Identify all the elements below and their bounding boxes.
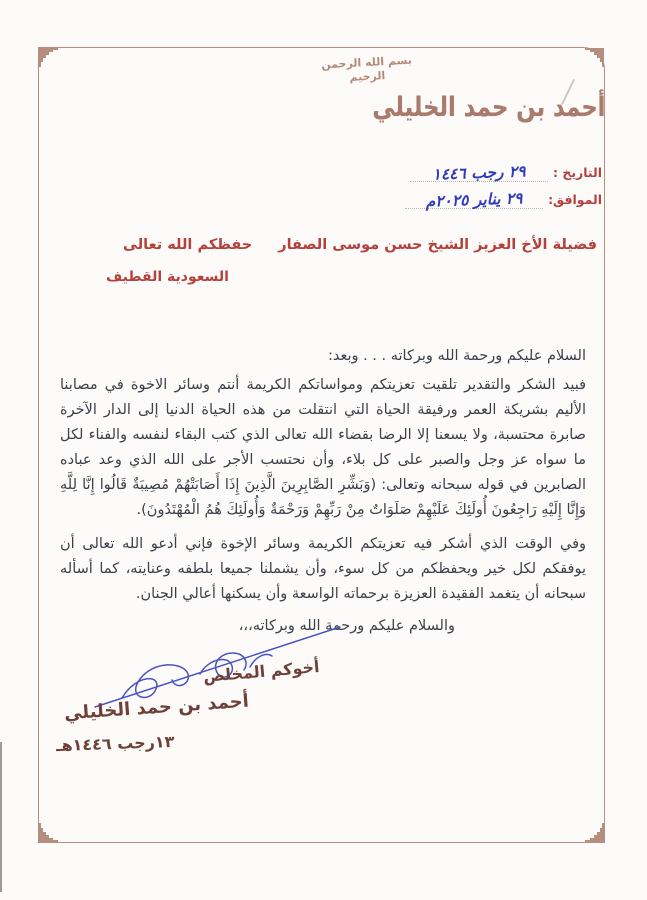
gregorian-date-dotted-line (405, 184, 543, 209)
letterhead-name-calligraphy: أحمد بن حمد الخليلي (371, 92, 605, 123)
corner-ornament-icon (39, 823, 58, 842)
letter-body (60, 344, 586, 639)
hijri-date-row (405, 155, 602, 182)
body-paragraph-1: فبيد الشكر والتقدير تلقيت تعزيتكم ومواساتكم الكريمة أنتم وسائر الاخوة في مصابنا الأليم بشريكة العمر ورفيقة الحياة التي انتقلت من هذه الحياة الدنيا إلى الدار الآخرة صابرة محتسبة، ولا يسعنا إلا الرضا بقضاء الله تعالى الذي كتب البقاء لنفسه والفناء لكل ما سواه عز وجل والصبر على كل بلاء، وأن نحتسب الأجر على الله الذي وعد عباده الصابرين في قوله سبحانه وتعالى: (وَبَشِّرِ الصَّابِرِينَ الَّذِينَ إِذَا أَصَابَتْهُمْ مُصِيبَةٌ قَالُوا إِنَّا لِلَّهِ وَإِنَّا إِلَيْهِ رَاجِعُونَ أُولَئِكَ عَلَيْهِمْ صَلَوَاتٌ مِنْ رَبِّهِمْ وَرَحْمَةٌ وَأُولَئِكَ هُمُ الْمُهْتَدُونَ). (60, 377, 586, 518)
addressee-line (123, 237, 597, 253)
hijri-date-handwritten-value: ٢٩ رجب ١٤٤٦ (432, 162, 526, 184)
corner-ornament-icon (585, 823, 604, 842)
hijri-date-dotted-line (410, 157, 548, 182)
addressee-location: السعودية القطيف (106, 269, 229, 285)
gregorian-date-row (405, 182, 602, 209)
corner-ornament-icon (585, 48, 604, 67)
gregorian-date-label: الموافق: (548, 192, 602, 207)
bismillah-calligraphy: بسم الله الرحمن الرحيم (321, 53, 413, 84)
body-paragraph-2: وفي الوقت الذي أشكر فيه تعزيتكم الكريمة وسائر الإخوة فإني أدعو الله تعالى أن يوفقكم لكل خير ويحفظكم من كل سوء، وأن يشملنا جميعا بلطفه وعنايته، كما أسأله سبحانه أن يتغمد الفقيدة العزيزة برحماته الواسعة وأن يسكنها أعالي الجنان. (60, 536, 586, 602)
salutation-line: السلام عليكم ورحمة الله وبركاته . . . وبعد: (327, 348, 586, 364)
scan-edge-artifact (0, 742, 2, 892)
signature-hijri-date: ١٣رجب ١٤٤٦هـ (55, 731, 175, 756)
addressee-name: فضيلة الأخ العزيز الشيخ حسن موسى الصفار (278, 237, 597, 253)
signature-title: أخوكم المخلص (202, 656, 321, 687)
signature-name: أحمد بن حمد الخليلي (63, 690, 250, 725)
date-block (405, 155, 602, 209)
closing-salutation: والسلام عليكم ورحمة الله وبركاته،،، (238, 618, 455, 634)
addressee-blessing: حفظكم الله تعالى (123, 237, 253, 253)
gregorian-date-handwritten-value: ٢٩ يناير ٢٠٢٥م (425, 189, 523, 211)
hijri-date-label: التاريخ : (552, 165, 602, 180)
corner-ornament-icon (39, 48, 58, 67)
